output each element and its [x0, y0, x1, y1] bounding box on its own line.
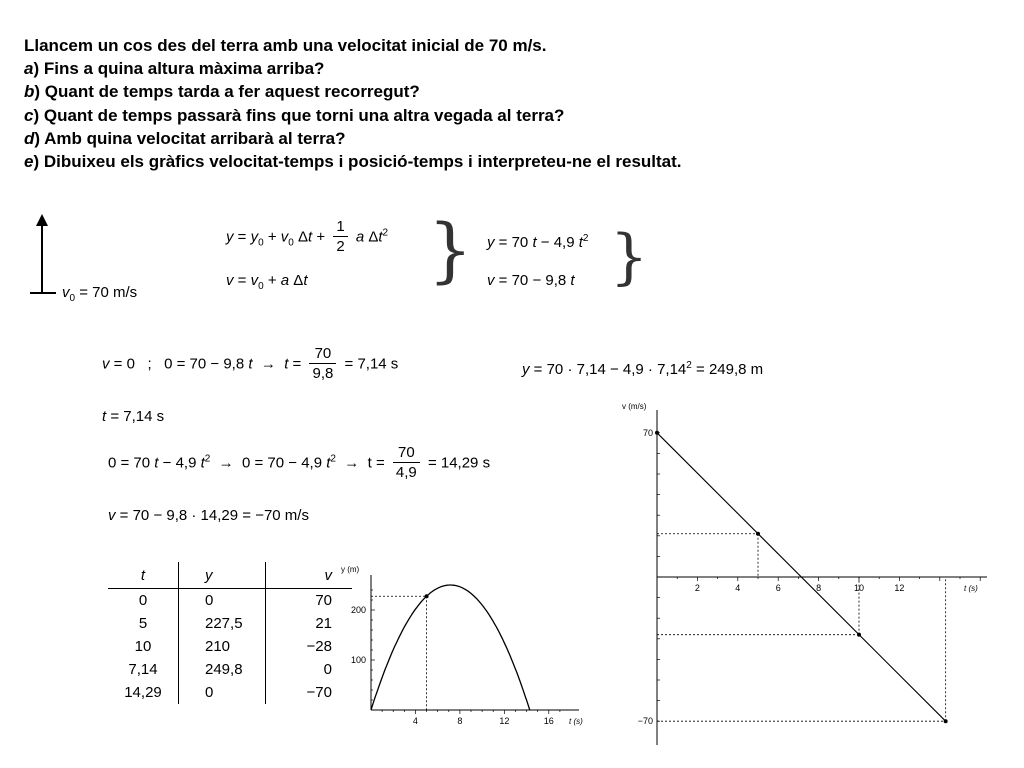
cell: 5 — [108, 612, 179, 635]
question-e — [24, 150, 1004, 173]
cell: 0 — [323, 661, 332, 678]
v0-subscript: 0 — [69, 293, 76, 304]
cell: −28 — [306, 638, 332, 655]
x-tick-label: 12 — [499, 716, 510, 726]
general-position-equation: $y = y_0 + v_0$ Δt + $\frac{1}{2}$ a $\Delta t^2$ — [226, 218, 389, 255]
general-velocity-equation: $v = v_0 + a$ Δt — [226, 272, 308, 292]
question-d — [24, 127, 1004, 150]
equation-final-velocity: v = 70 − 9,8 · 14,29 = −70 m/s — [108, 507, 309, 524]
x-tick-label: 2 — [694, 583, 700, 593]
frac-numerator-70-b: 70 — [393, 444, 420, 463]
brace-right-general: } — [428, 209, 473, 291]
x-tick-label: 10 — [853, 583, 865, 593]
brace-right-specific: } — [610, 222, 649, 292]
letter-e: e — [24, 152, 34, 172]
table-row — [108, 589, 352, 613]
launch-diagram — [26, 210, 66, 300]
letter-c: c — [24, 105, 34, 125]
equation-max-height: $y = 70 \cdot 7,14 - 4,9 \cdot 7,14^2 = 249,8$ m — [522, 360, 764, 378]
table-row — [108, 635, 352, 658]
x-axis-label: t (s) — [569, 717, 583, 726]
table-header-row — [108, 562, 352, 589]
equation-time-result: t = 7,14 s — [102, 408, 165, 425]
v0-symbol: v — [62, 284, 70, 301]
arrow-head-icon — [36, 214, 48, 226]
x-tick-label: 6 — [775, 583, 781, 593]
table-row — [108, 681, 352, 704]
specific-velocity-equation: v = 70 − 9,8 t — [487, 272, 575, 289]
header-y: y — [179, 562, 266, 589]
cell: −70 — [306, 684, 332, 701]
y-tick-label: 70 — [642, 427, 653, 438]
cell: 0 — [179, 681, 266, 704]
question-e-text: ) Dibuixeu els gràfics velocitat-temps i posició-temps i interpreteu-ne el resultat. — [33, 152, 682, 172]
intro-line: Llancem un cos des del terra amb una velocitat inicial de 70 m/s. — [24, 36, 547, 55]
velocity-time-chart — [612, 395, 1002, 750]
position-curve — [371, 585, 530, 710]
x-tick-label: 8 — [457, 716, 463, 726]
x-tick-label: 12 — [894, 583, 905, 593]
cell: 210 — [179, 635, 266, 658]
header-v: v — [266, 562, 353, 589]
data-point — [425, 594, 429, 598]
cell: 227,5 — [179, 612, 266, 635]
y-tick-label: 100 — [350, 655, 366, 665]
frac-denominator-4-9: 4,9 — [395, 464, 417, 481]
question-c-text: ) Quant de temps passarà fins que torni una altra vegada al terra? — [33, 105, 565, 125]
data-point — [944, 719, 948, 723]
y-axis-label: y (m) — [341, 565, 360, 574]
result-14-29: = 14,29 s — [427, 454, 491, 472]
specific-position-equation: y = 70 t − 4,9 $t^2$ — [487, 233, 589, 251]
header-t: t — [108, 562, 179, 589]
question-b-text: ) Quant de temps tarda a fer aquest recorregut? — [34, 82, 420, 102]
cell: 21 — [315, 615, 332, 632]
question-b — [24, 80, 1004, 103]
data-point — [756, 532, 760, 536]
question-c — [24, 104, 1004, 127]
table-row — [108, 658, 352, 681]
y-tick-label: −70 — [637, 716, 653, 727]
result-7-14: = 7,14 s — [344, 355, 399, 373]
cell: 14,29 — [108, 681, 179, 704]
letter-b: b — [24, 82, 35, 102]
data-point — [857, 633, 861, 637]
data-point — [655, 431, 659, 435]
v0-value: = 70 m/s — [75, 284, 138, 301]
x-tick-label: 16 — [543, 716, 554, 726]
question-d-text: ) Amb quina velocitat arribarà al terra? — [34, 128, 346, 148]
cell: 7,14 — [108, 658, 179, 681]
cell: 10 — [108, 635, 179, 658]
values-table — [108, 562, 352, 704]
cell: 70 — [315, 592, 332, 609]
y-tick-label: 200 — [350, 605, 366, 615]
y-axis-label: v (m/s) — [622, 402, 647, 411]
table-row — [108, 612, 352, 635]
frac-numerator-70: 70 — [309, 345, 336, 364]
x-tick-label: 4 — [735, 583, 741, 593]
v0-label — [62, 284, 137, 304]
x-axis-label: t (s) — [964, 584, 978, 593]
position-time-chart — [336, 565, 596, 740]
cell: 249,8 — [179, 658, 266, 681]
question-a — [24, 57, 1004, 80]
equation-ground-time: 0 = 70 t − 4,9 $t^2 \to 0 = 70 - 4,9$ $t^2 \to t$ = $\frac{70}{4,9}$ = 14,29 s — [108, 444, 491, 481]
x-tick-label: 4 — [412, 716, 418, 726]
letter-a: a — [24, 59, 34, 79]
letter-d: d — [24, 128, 35, 148]
cell: 0 — [108, 589, 179, 613]
x-tick-label: 8 — [816, 583, 822, 593]
cell: 0 — [179, 589, 266, 613]
equation-max-time: v = 0 ; 0 = 70 − 9,8 t → t = $\frac{70}{9,8}$ = 7,14 s — [102, 345, 399, 382]
question-a-text: ) Fins a quina altura màxima arriba? — [33, 59, 325, 79]
problem-statement — [24, 34, 1004, 173]
frac-denominator-9-8: 9,8 — [312, 365, 334, 382]
